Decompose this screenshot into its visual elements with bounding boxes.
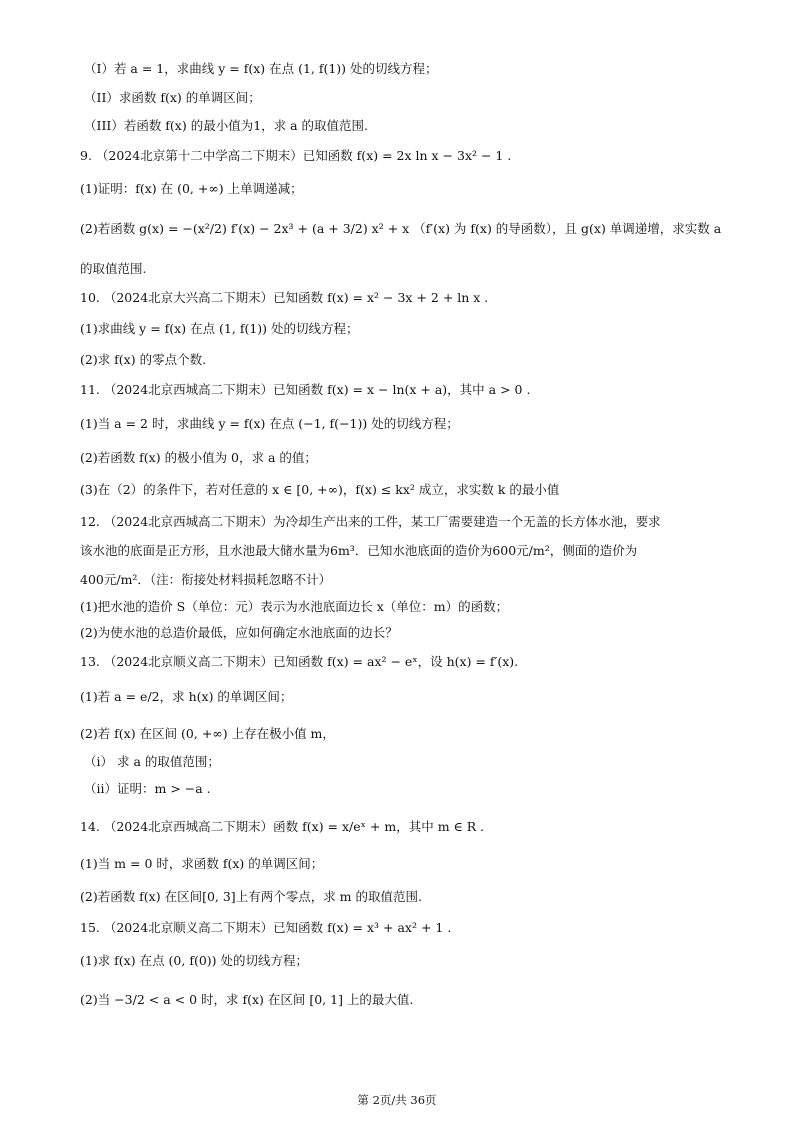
problem-12-stem-cont-2: 400元/m²．（注：衔接处材料损耗忽略不计） [80, 572, 332, 587]
problem-15-part-2: (2)当 −3/2 < a < 0 时，求 f(x) 在区间 [0, 1] 上的最大值. [80, 992, 414, 1007]
problem-13-part-2: (2)若 f(x) 在区间 (0, +∞) 上存在极小值 m， [80, 726, 335, 741]
problem-14-stem: 14. （2024北京西城高二下期末）函数 f(x) = x/eˣ + m，其中 m ∈ R . [80, 819, 485, 834]
problem-10-part-2: (2)求 f(x) 的零点个数. [80, 352, 207, 367]
problem-11-part-3: (3)在（2）的条件下，若对任意的 x ∈ [0, +∞)，f(x) ≤ kx² 成立，求实数 k 的最小值 [80, 482, 560, 497]
problem-13-part-2-ii: （ii）证明：m > −a . [84, 781, 211, 796]
problem-9-part-1: (1)证明：f(x) 在 (0, +∞) 上单调递减； [80, 181, 303, 196]
problem-13-part-2-i: （i） 求 a 的取值范围； [84, 754, 220, 769]
problem-12-part-1: (1)把水池的造价 S（单位：元）表示为水池底面边长 x（单位：m）的函数； [80, 599, 509, 614]
problem-13-stem: 13. （2024北京顺义高二下期末）已知函数 f(x) = ax² − eˣ，设 h(x) = f′(x). [80, 654, 519, 669]
problem-12-stem-cont-1: 该水池的底面是正方形，且水池最大储水量为6m³．已知水池底面的造价为600元/m²，侧面的造价为 [80, 543, 638, 558]
problem-8-part-1: （I）若 a = 1，求曲线 y = f(x) 在点 (1, f(1)) 处的切线方程； [84, 61, 438, 76]
problem-11-stem: 11. （2024北京西城高二下期末）已知函数 f(x) = x − ln(x + a)，其中 a > 0 . [80, 382, 531, 397]
problem-13-part-1: (1)若 a = e/2，求 h(x) 的单调区间； [80, 689, 293, 704]
problem-8-part-3: （III）若函数 f(x) 的最小值为1，求 a 的取值范围. [84, 118, 369, 133]
problem-9-part-2-cont: 的取值范围. [80, 261, 147, 276]
problem-8-part-2: （II）求函数 f(x) 的单调区间； [84, 90, 261, 105]
problem-9-part-2: (2)若函数 g(x) = −(x²/2) f′(x) − 2x³ + (a + 3/2) x² + x （f′(x) 为 f(x) 的导函数），且 g(x) 单调递增，求实数 a [80, 221, 722, 236]
problem-14-part-2: (2)若函数 f(x) 在区间[0, 3]上有两个零点，求 m 的取值范围. [80, 889, 422, 904]
problem-15-part-1: (1)求 f(x) 在点 (0, f(0)) 处的切线方程； [80, 953, 309, 968]
problem-9-stem: 9. （2024北京第十二中学高二下期末）已知函数 f(x) = 2x ln x − 3x² − 1 . [80, 148, 512, 163]
page-number-footer: 第 2页/共 36页 [357, 1093, 437, 1107]
problem-12-stem: 12. （2024北京西城高二下期末）为冷却生产出来的工件，某工厂需要建造一个无盖的长方体水池，要求 [80, 514, 661, 529]
problem-10-part-1: (1)求曲线 y = f(x) 在点 (1, f(1)) 处的切线方程； [80, 321, 359, 336]
problem-11-part-1: (1)当 a = 2 时，求曲线 y = f(x) 在点 (−1, f(−1)) 处的切线方程； [80, 416, 459, 431]
problem-15-stem: 15. （2024北京顺义高二下期末）已知函数 f(x) = x³ + ax² + 1 . [80, 920, 452, 935]
problem-10-stem: 10. （2024北京大兴高二下期末）已知函数 f(x) = x² − 3x + 2 + ln x . [80, 290, 489, 305]
problem-12-part-2: (2)为使水池的总造价最低，应如何确定水池底面的边长？ [80, 625, 398, 640]
problem-11-part-2: (2)若函数 f(x) 的极小值为 0，求 a 的值； [80, 450, 317, 465]
problem-14-part-1: (1)当 m = 0 时，求函数 f(x) 的单调区间； [80, 856, 324, 871]
